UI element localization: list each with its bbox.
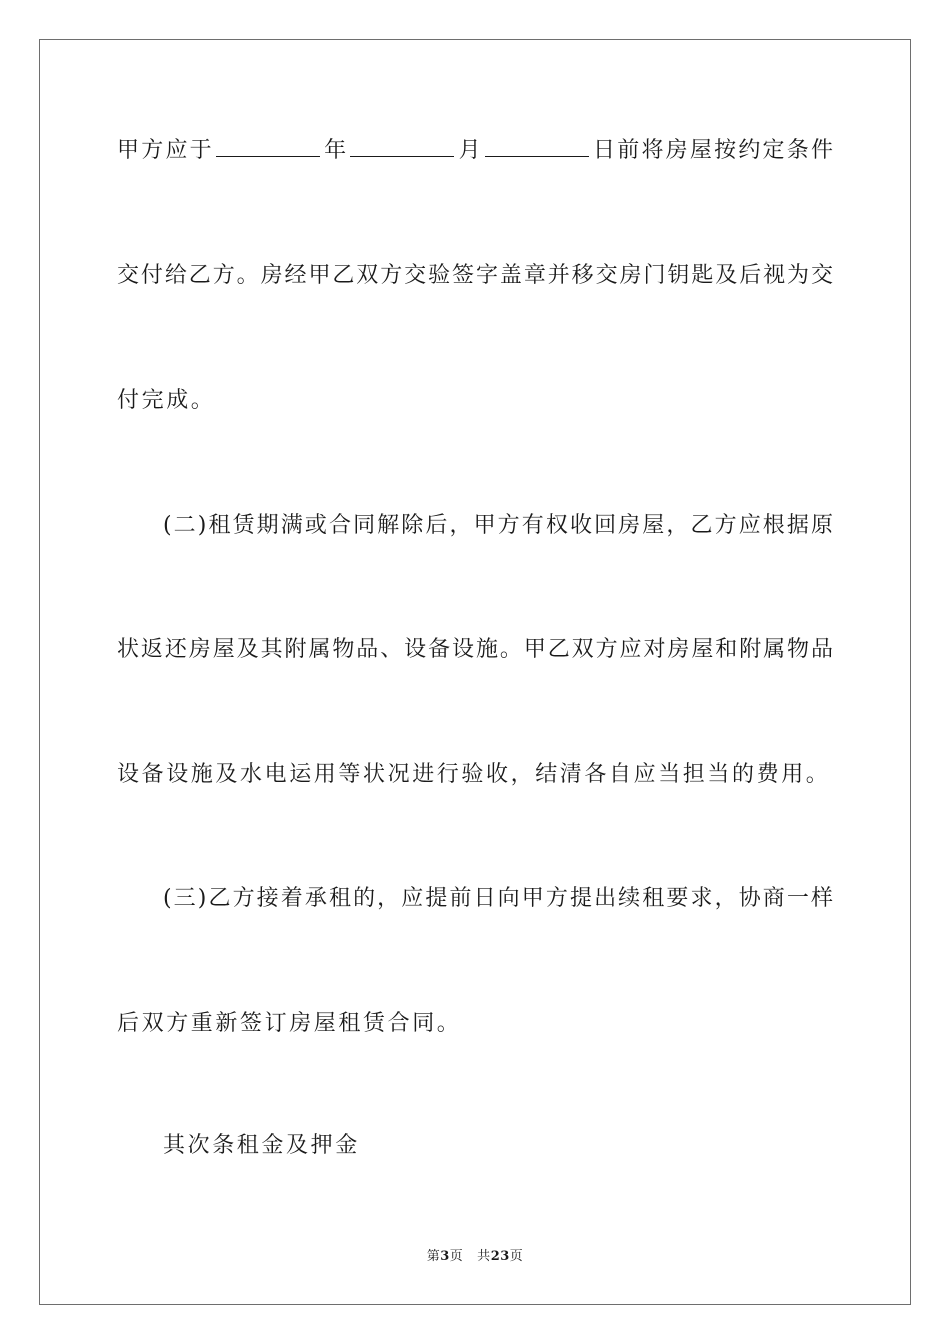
blank-day-field (485, 136, 589, 157)
paragraph-line-1 (117, 136, 833, 166)
page-suffix: 页 (449, 1249, 464, 1264)
paragraph-line-2: 交付给乙方。房经甲乙双方交验签字盖章并移交房门钥匙及后视为交 (117, 263, 833, 288)
text-fragment: 日前将房屋按约定条件 (590, 138, 833, 163)
section-heading: 其次条租金及押金 (163, 1133, 360, 1158)
paragraph-line-7: (三)乙方接着承租的，应提前日向甲方提出续租要求，协商一样 (163, 886, 833, 911)
text-fragment: 甲方应于 (117, 138, 214, 163)
total-prefix: 共 (477, 1249, 491, 1264)
total-suffix: 页 (509, 1249, 524, 1264)
text-fragment: 年 (321, 138, 349, 163)
page-prefix: 第 (426, 1249, 441, 1264)
paragraph-line-6: 设备设施及水电运用等状况进行验收，结清各自应当担当的费用。 (117, 762, 831, 787)
paragraph-line-8: 后双方重新签订房屋租赁合同。 (117, 1011, 462, 1036)
blank-year-field (216, 136, 320, 157)
paragraph-line-5: 状返还房屋及其附属物品、设备设施。甲乙双方应对房屋和附属物品 (117, 637, 833, 662)
text-fragment: 月 (456, 138, 483, 163)
page-footer (0, 1248, 950, 1266)
total-pages: 23 (490, 1249, 510, 1264)
page-border (39, 39, 911, 1305)
page-number: 3 (440, 1249, 450, 1264)
blank-month-field (350, 136, 454, 157)
paragraph-line-4: (二)租赁期满或合同解除后，甲方有权收回房屋，乙方应根据原 (163, 513, 833, 538)
paragraph-line-3: 付完成。 (117, 388, 216, 413)
